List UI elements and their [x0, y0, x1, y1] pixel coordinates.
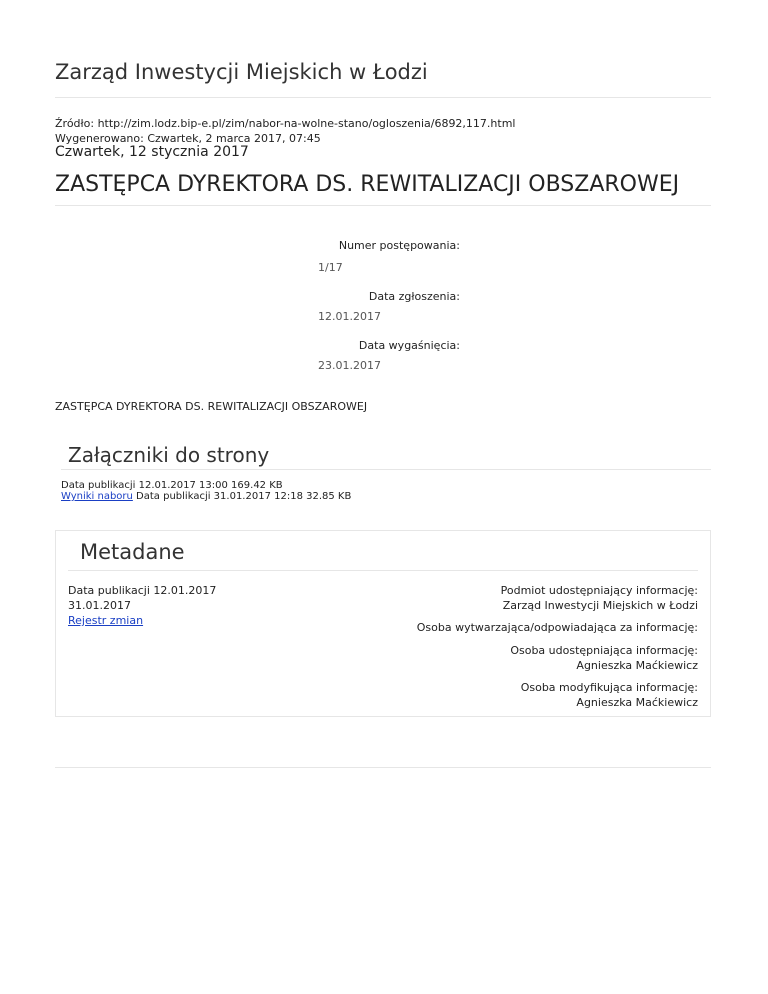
field-value-expiry-date: 23.01.2017 [318, 359, 381, 372]
metadata-value: Zarząd Inwestycji Miejskich w Łodzi [502, 599, 698, 612]
metadata-sharer [510, 643, 698, 673]
field-value-submission-date: 12.01.2017 [318, 310, 381, 323]
header-divider [55, 97, 711, 98]
metadata-label: Osoba udostępniająca informację: [510, 644, 698, 657]
metadata-divider [68, 570, 698, 571]
field-value-case-number: 1/17 [318, 261, 343, 274]
attachment-info: Data publikacji 12.01.2017 13:00 169.42 KB [61, 480, 283, 491]
metadata-label: Osoba modyfikująca informację: [520, 681, 698, 694]
metadata-label: Podmiot udostępniający informację: [500, 584, 698, 597]
site-title: Zarząd Inwestycji Miejskich w Łodzi [55, 60, 428, 84]
attachments-title: Załączniki do strony [68, 443, 270, 467]
generated-date: Wygenerowano: Czwartek, 2 marca 2017, 07:45 [55, 132, 321, 145]
publication-date: Czwartek, 12 stycznia 2017 [55, 144, 249, 160]
field-label-submission-date: Data zgłoszenia: [368, 290, 460, 303]
metadata-value: Agnieszka Maćkiewicz [576, 659, 698, 672]
metadata-author [417, 620, 698, 635]
attachments-divider [61, 469, 711, 470]
metadata-label: Osoba wytwarzająca/odpowiadająca za informację: [416, 621, 698, 634]
metadata-publication-date: Data publikacji 12.01.2017 [68, 584, 217, 597]
footer-divider [55, 767, 711, 768]
field-label-case-number: Numer postępowania: [338, 239, 460, 252]
metadata-modified-date: 31.01.2017 [68, 599, 131, 612]
change-registry-link[interactable]: Rejestr zmian [68, 614, 144, 627]
metadata-publisher [501, 583, 698, 613]
attachment-item [61, 491, 351, 502]
page-title: ZASTĘPCA DYREKTORA DS. REWITALIZACJI OBSZAROWEJ [55, 172, 680, 197]
metadata-modifier [521, 680, 698, 710]
attachment-info: Data publikacji 31.01.2017 12:18 32.85 KB [132, 491, 352, 502]
title-divider [55, 205, 711, 206]
metadata-panel [55, 530, 711, 717]
article-body: ZASTĘPCA DYREKTORA DS. REWITALIZACJI OBSZAROWEJ [55, 400, 368, 413]
field-label-expiry-date: Data wygaśnięcia: [358, 339, 460, 352]
metadata-value: Agnieszka Maćkiewicz [576, 696, 698, 709]
source-url: Źródło: http://zim.lodz.bip-e.pl/zim/nabor-na-wolne-stano/ogloszenia/6892,117.html [55, 117, 516, 130]
metadata-title: Metadane [80, 540, 185, 564]
source-info [55, 116, 515, 146]
attachment-link-wyniki-naboru[interactable]: Wyniki naboru [61, 491, 133, 502]
attachment-item [61, 480, 283, 491]
metadata-dates [68, 583, 216, 628]
